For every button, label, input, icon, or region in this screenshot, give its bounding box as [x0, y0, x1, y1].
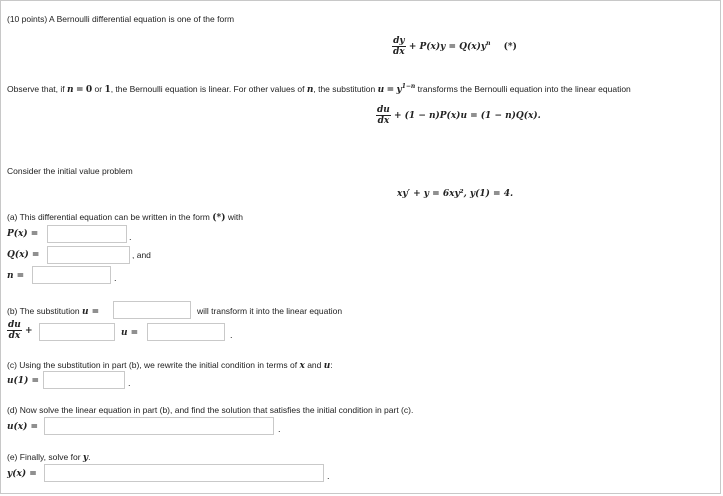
- bernoulli-equation: $\frac{dy}{dx}$ + $P(x)y = Q(x)y^n$ (*): [393, 36, 517, 57]
- u1-label: u(1) =: [7, 376, 39, 386]
- problem-header: (10 points) A Bernoulli differential equation is one of the form: [7, 14, 235, 24]
- ux-input[interactable]: [44, 417, 274, 435]
- q-input[interactable]: [47, 246, 130, 264]
- part-a-label: (a) This differential equation can be written in the form (*) with: [7, 212, 243, 223]
- u-equals-label: u =: [121, 328, 139, 338]
- part-b-label: (b) The substitution u =: [7, 306, 100, 317]
- substitution-input[interactable]: [113, 301, 191, 319]
- du-dx-fraction: $\frac{du}{dx}$ +: [8, 320, 33, 341]
- p-label: P(x) =: [7, 229, 39, 239]
- part-e-label: (e) Finally, solve for y.: [7, 452, 91, 463]
- ux-label: u(x) =: [7, 422, 39, 432]
- yx-input[interactable]: [44, 464, 324, 482]
- p-input[interactable]: [47, 225, 127, 243]
- u1-input[interactable]: [43, 371, 125, 389]
- n-label: n =: [7, 271, 25, 281]
- n-input[interactable]: [32, 266, 111, 284]
- ivp-label: Consider the initial value problem: [7, 166, 133, 176]
- yx-label: y(x) =: [7, 469, 37, 479]
- and-text: , and: [132, 250, 151, 260]
- observe-text: Observe that, if n = 0 or 1, the Bernoulli equation is linear. For other values of n, the substitution $u = y^{1-n}$ transforms the Bernoulli equation into the linear equation: [7, 83, 631, 95]
- ivp-equation: xy′ + y = 6xy², y(1) = 4.: [397, 189, 514, 199]
- linear-coef-input[interactable]: [39, 323, 115, 341]
- part-d-label: (d) Now solve the linear equation in part (b), and find the solution that satisfies the initial condition in part (c).: [7, 405, 414, 415]
- q-label: Q(x) =: [7, 250, 40, 260]
- linear-rhs-input[interactable]: [147, 323, 225, 341]
- part-b-suffix: will transform it into the linear equation: [197, 306, 343, 316]
- linear-equation: $\frac{du}{dx}$ + (1 − n)P(x)u = (1 − n)Q(x).: [377, 105, 541, 126]
- part-c-label: (c) Using the substitution in part (b), we rewrite the initial condition in terms of x and u:: [7, 360, 333, 371]
